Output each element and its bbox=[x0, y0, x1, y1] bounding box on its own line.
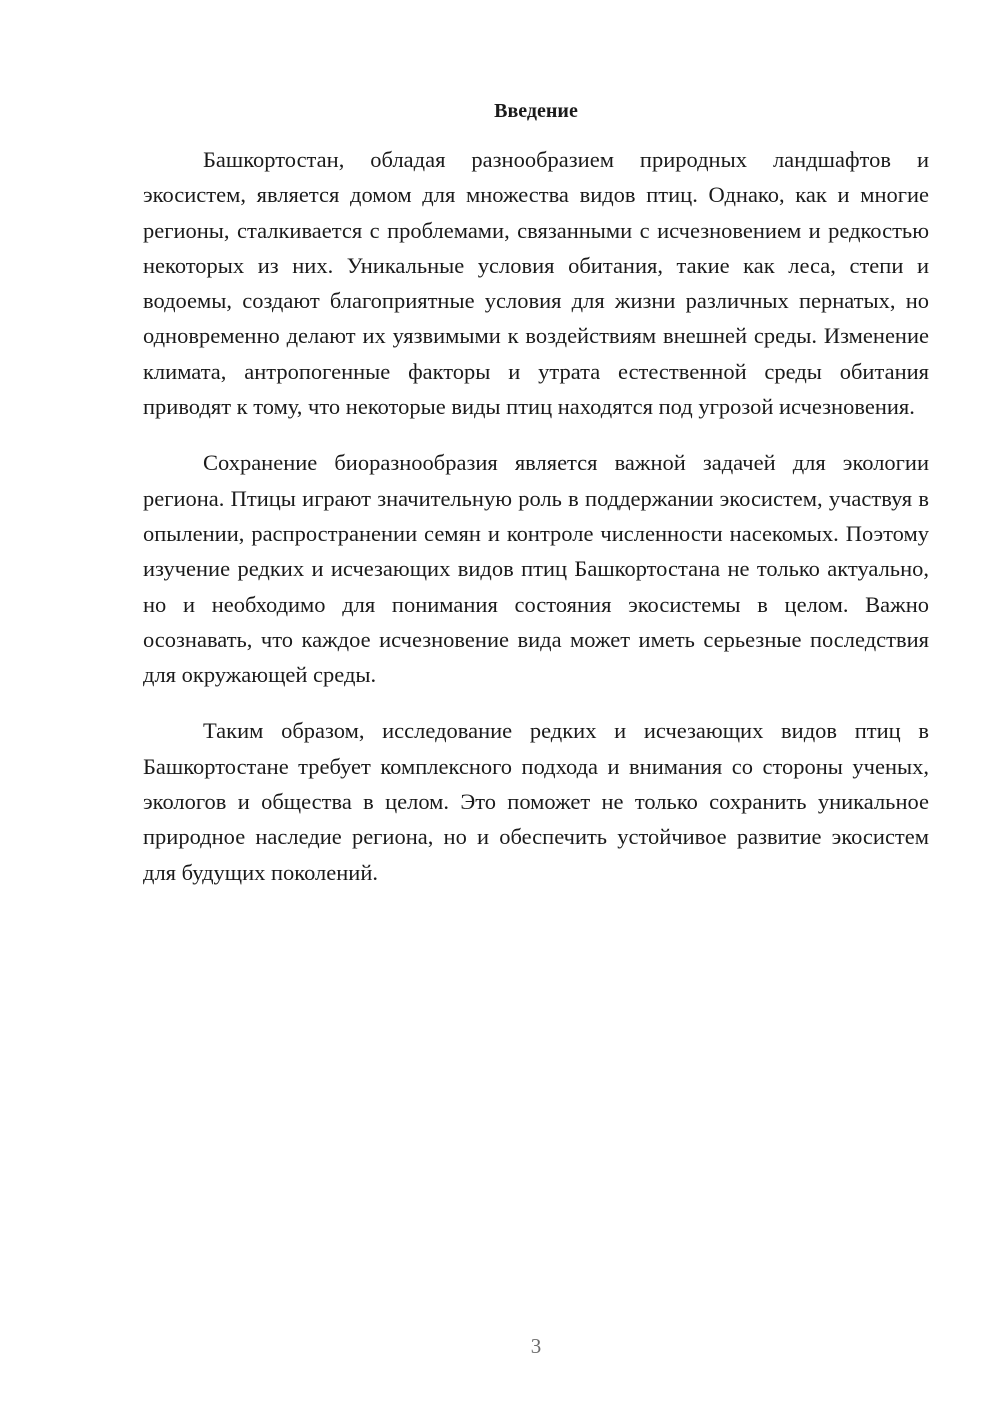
paragraph-3: Таким образом, исследование редких и исчезающих видов птиц в Башкортостане требует комплексного подхода и внимания со стороны ученых, экологов и общества в целом. Это поможет не только сохранить уникальное природное наследие региона, но и обеспечить устойчивое развитие экосистем для будущих поколений. bbox=[143, 718, 929, 885]
section-heading: Введение bbox=[494, 100, 578, 122]
body-text bbox=[143, 142, 929, 911]
paragraph-1: Башкортостан, обладая разнообразием природных ландшафтов и экосистем, является домом для множества видов птиц. Однако, как и многие регионы, сталкивается с проблемами, связанными с исчезновением и редкостью некоторых из них. Уникальные условия обитания, такие как леса, степи и водоемы, создают благоприятные условия для жизни различных пернатых, но одновременно делают их уязвимыми к воздействиям внешней среды. Изменение климата, антропогенные факторы и утрата естественной среды обитания приводят к тому, что некоторые виды птиц находятся под угрозой исчезновения. bbox=[143, 147, 929, 420]
page-number: 3 bbox=[530, 1334, 542, 1358]
paragraph-2: Сохранение биоразнообразия является важной задачей для экологии региона. Птицы играют значительную роль в поддержании экосистем, участвуя в опылении, распространении семян и контроле численности насекомых. Поэтому изучение редких и исчезающих видов птиц Башкортостана не только актуально, но и необходимо для понимания состояния экосистемы в целом. Важно осознавать, что каждое исчезновение вида может иметь серьезные последствия для окружающей среды. bbox=[143, 450, 929, 688]
